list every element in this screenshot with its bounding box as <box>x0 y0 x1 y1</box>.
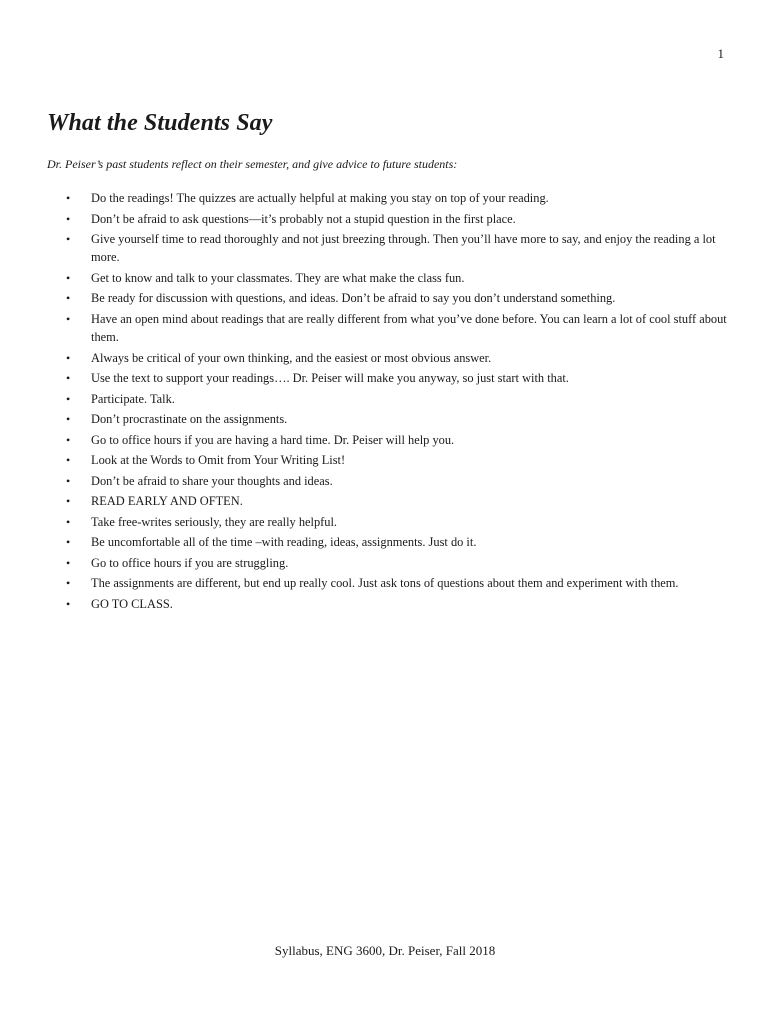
list-item-text: Don’t be afraid to share your thoughts and ideas. <box>91 473 333 488</box>
list-item <box>47 189 727 207</box>
page-title: What the Students Say <box>47 110 273 136</box>
bullet-icon: • <box>66 191 71 205</box>
page-number: 1 <box>717 46 724 61</box>
list-item-text: GO TO CLASS. <box>91 596 173 611</box>
list-item <box>47 289 727 307</box>
list-item-text: Participate. Talk. <box>91 391 175 406</box>
bullet-icon: • <box>66 350 71 365</box>
list-item-text: Be ready for discussion with questions, and ideas. Don’t be afraid to say you don’t understand something. <box>91 291 616 306</box>
bullet-icon: • <box>66 473 71 488</box>
list-item <box>47 349 727 367</box>
page-footer: Syllabus, ENG 3600, Dr. Peiser, Fall 2018 <box>274 943 496 958</box>
list-item <box>47 269 727 287</box>
page-subtitle: Dr. Peiser’s past students reflect on their semester, and give advice to future students: <box>47 157 458 171</box>
list-item-text: Look at the Words to Omit from Your Writing List! <box>91 453 346 468</box>
list-item <box>47 472 727 490</box>
bullet-icon: • <box>66 270 71 285</box>
list-item <box>47 210 727 228</box>
list-item-text: Don’t procrastinate on the assignments. <box>91 412 288 427</box>
bullet-icon: • <box>66 391 71 406</box>
list-item <box>47 230 727 267</box>
list-item-text: Do the readings! The quizzes are actually helpful at making you stay on top of your reading. <box>91 191 549 205</box>
list-item <box>47 310 727 347</box>
bullet-icon: • <box>66 432 71 447</box>
list-item <box>47 369 727 387</box>
list-item <box>47 533 727 551</box>
list-item <box>47 390 727 408</box>
bullet-icon: • <box>66 371 71 386</box>
list-item-text: Be uncomfortable all of the time –with reading, ideas, assignments. Just do it. <box>91 535 477 550</box>
bullet-icon: • <box>66 453 71 468</box>
list-item <box>47 431 727 449</box>
list-item-text: Take free-writes seriously, they are really helpful. <box>91 514 338 529</box>
list-item <box>47 410 727 428</box>
list-item-text: The assignments are different, but end up really cool. Just ask tons of questions about them and experiment with them. <box>91 576 679 591</box>
list-item-text: Always be critical of your own thinking, and the easiest or most obvious answer. <box>91 350 492 365</box>
list-item <box>47 492 727 510</box>
list-item-text: Go to office hours if you are struggling. <box>91 555 289 570</box>
bullet-icon: • <box>66 311 71 326</box>
bullet-icon: • <box>66 412 71 427</box>
list-item <box>47 595 727 613</box>
list-item <box>47 554 727 572</box>
list-item-text: Use the text to support your readings…. Dr. Peiser will make you anyway, so just start with that. <box>91 371 569 386</box>
list-item <box>47 513 727 531</box>
list-item-text: Give yourself time to read thoroughly and not just breezing through. Then you’ll have more to say, and enjoy the reading a lot more. <box>91 232 716 265</box>
bullet-icon: • <box>66 555 71 570</box>
bullet-icon: • <box>66 494 71 509</box>
list-item-text: Go to office hours if you are having a hard time. Dr. Peiser will help you. <box>91 432 455 447</box>
bullet-icon: • <box>66 535 71 550</box>
bullet-icon: • <box>66 576 71 591</box>
list-item-text: Don’t be afraid to ask questions—it’s probably not a stupid question in the first place. <box>91 211 516 226</box>
list-item-text: Get to know and talk to your classmates. They are what make the class fun. <box>91 270 465 285</box>
bullet-icon: • <box>66 514 71 529</box>
list-item <box>47 451 727 469</box>
bullet-icon: • <box>66 211 71 226</box>
list-item-text: READ EARLY AND OFTEN. <box>91 494 243 509</box>
bullet-icon: • <box>66 232 71 246</box>
list-item-text: Have an open mind about readings that are really different from what you’ve done before. You can learn a lot of cool stuff about them. <box>91 311 727 345</box>
bullet-icon: • <box>66 596 71 611</box>
bullet-icon: • <box>66 291 71 306</box>
list-item <box>47 574 727 592</box>
advice-list <box>47 189 727 615</box>
